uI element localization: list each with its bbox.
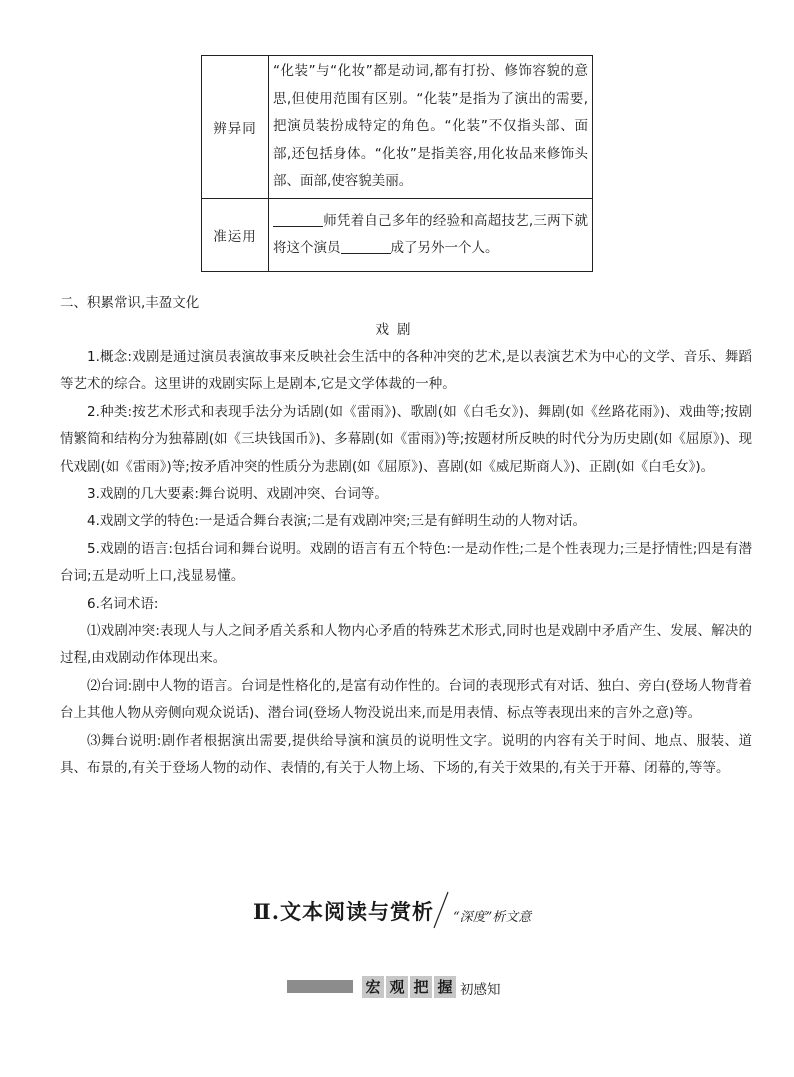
banner-char: 观 (386, 976, 408, 998)
fill-blank[interactable] (341, 239, 391, 254)
row-header-distinguish: 辨异同 (202, 56, 269, 199)
table-row (202, 56, 593, 199)
paragraph-concept: 1.概念:戏剧是通过演员表演故事来反映社会生活中的各种冲突的艺术,是以表演艺术为中心的文学、音乐、舞蹈等艺术的综合。这里讲的戏剧实际上是剧本,它是文学体裁的一种。 (60, 349, 752, 393)
apply-text-b: 成了另外一个人。 (390, 240, 499, 256)
part-title: Ⅱ.文本阅读与赏析 (253, 899, 435, 924)
section-heading: 二、积累常识,丰盈文化 (60, 295, 200, 311)
banner-char: 宏 (362, 976, 384, 998)
table-row (202, 199, 593, 272)
slash-divider-icon (431, 890, 451, 930)
part-subtitle: “深度”析文意 (453, 910, 532, 925)
banner-title (362, 976, 456, 998)
fill-blank[interactable] (273, 212, 323, 227)
banner-char: 握 (434, 976, 456, 998)
paragraph-term-stage: ⑶舞台说明:剧作者根据演出需要,提供给导演和演员的说明性文字。说明的内容有关于时间、地点、服装、道具、布景的,有关于登场人物的动作、表情的,有关于人物上场、下场的,有关于效果的,有关于开幕、闭幕的,等等。 (60, 732, 752, 777)
row-header-apply: 准运用 (202, 199, 269, 272)
banner-bar (287, 980, 353, 993)
paragraph-language: 5.戏剧的语言:包括台词和舞台说明。戏剧的语言有五个特色:一是动作性;二是个性表现力;三是抒情性;四是有潜台词;五是动听上口,浅显易懂。 (60, 540, 752, 585)
vocab-table (201, 55, 593, 272)
article-title: 戏剧 (375, 322, 419, 338)
distinguish-text: “化装”与“化妆”都是动词,都有打扮、修饰容貌的意思,但使用范围有区别。“化装”是指为了演出的需要,把演员装扮成特定的角色。“化装”不仅指头部、面部,还包括身体。“化妆”是指美容,用化妆品来修饰头部、面部,使容貌美丽。 (269, 56, 593, 199)
paragraph-term-lines: ⑵台词:剧中人物的语言。台词是性格化的,是富有动作性的。台词的表现形式有对话、独白、旁白(登场人物背着台上其他人物从旁侧向观众说话)、潜台词(登场人物没说出来,而是用表情、标点等表现出来的言外之意)等。 (60, 677, 752, 722)
banner-char: 把 (410, 976, 432, 998)
paragraph-elements: 3.戏剧的几大要素:舞台说明、戏剧冲突、台词等。 (87, 486, 388, 503)
paragraph-term-conflict: ⑴戏剧冲突:表现人与人之间矛盾关系和人物内心矛盾的特殊艺术形式,同时也是戏剧中矛盾产生、发展、解决的过程,由戏剧动作体现出来。 (60, 623, 752, 667)
apply-text-a: 师凭着自己多年的经验和高超技艺,三两下就将这个演员 (273, 212, 588, 256)
paragraph-terms: 6.名词术语: (87, 595, 159, 612)
apply-text (269, 199, 593, 272)
banner-tail: 初感知 (460, 982, 501, 998)
article-body (60, 344, 752, 783)
paragraph-features: 4.戏剧文学的特色:一是适合舞台表演;二是有戏剧冲突;三是有鲜明生动的人物对话。 (87, 513, 587, 530)
paragraph-types: 2.种类:按艺术形式和表现手法分为话剧(如《雷雨》)、歌剧(如《白毛女》)、舞剧(如《丝路花雨》)、戏曲等;按剧情繁简和结构分为独幕剧(如《三块钱国币》)、多幕剧(如《雷雨》)等;按题材所反映的时代分为历史剧(如《屈原》)、现代戏剧(如《雷雨》)等;按矛盾冲突的性质分为悲剧(如《屈原》)、喜剧(如《威尼斯商人》)、正剧(如《白毛女》)。 (60, 403, 752, 475)
